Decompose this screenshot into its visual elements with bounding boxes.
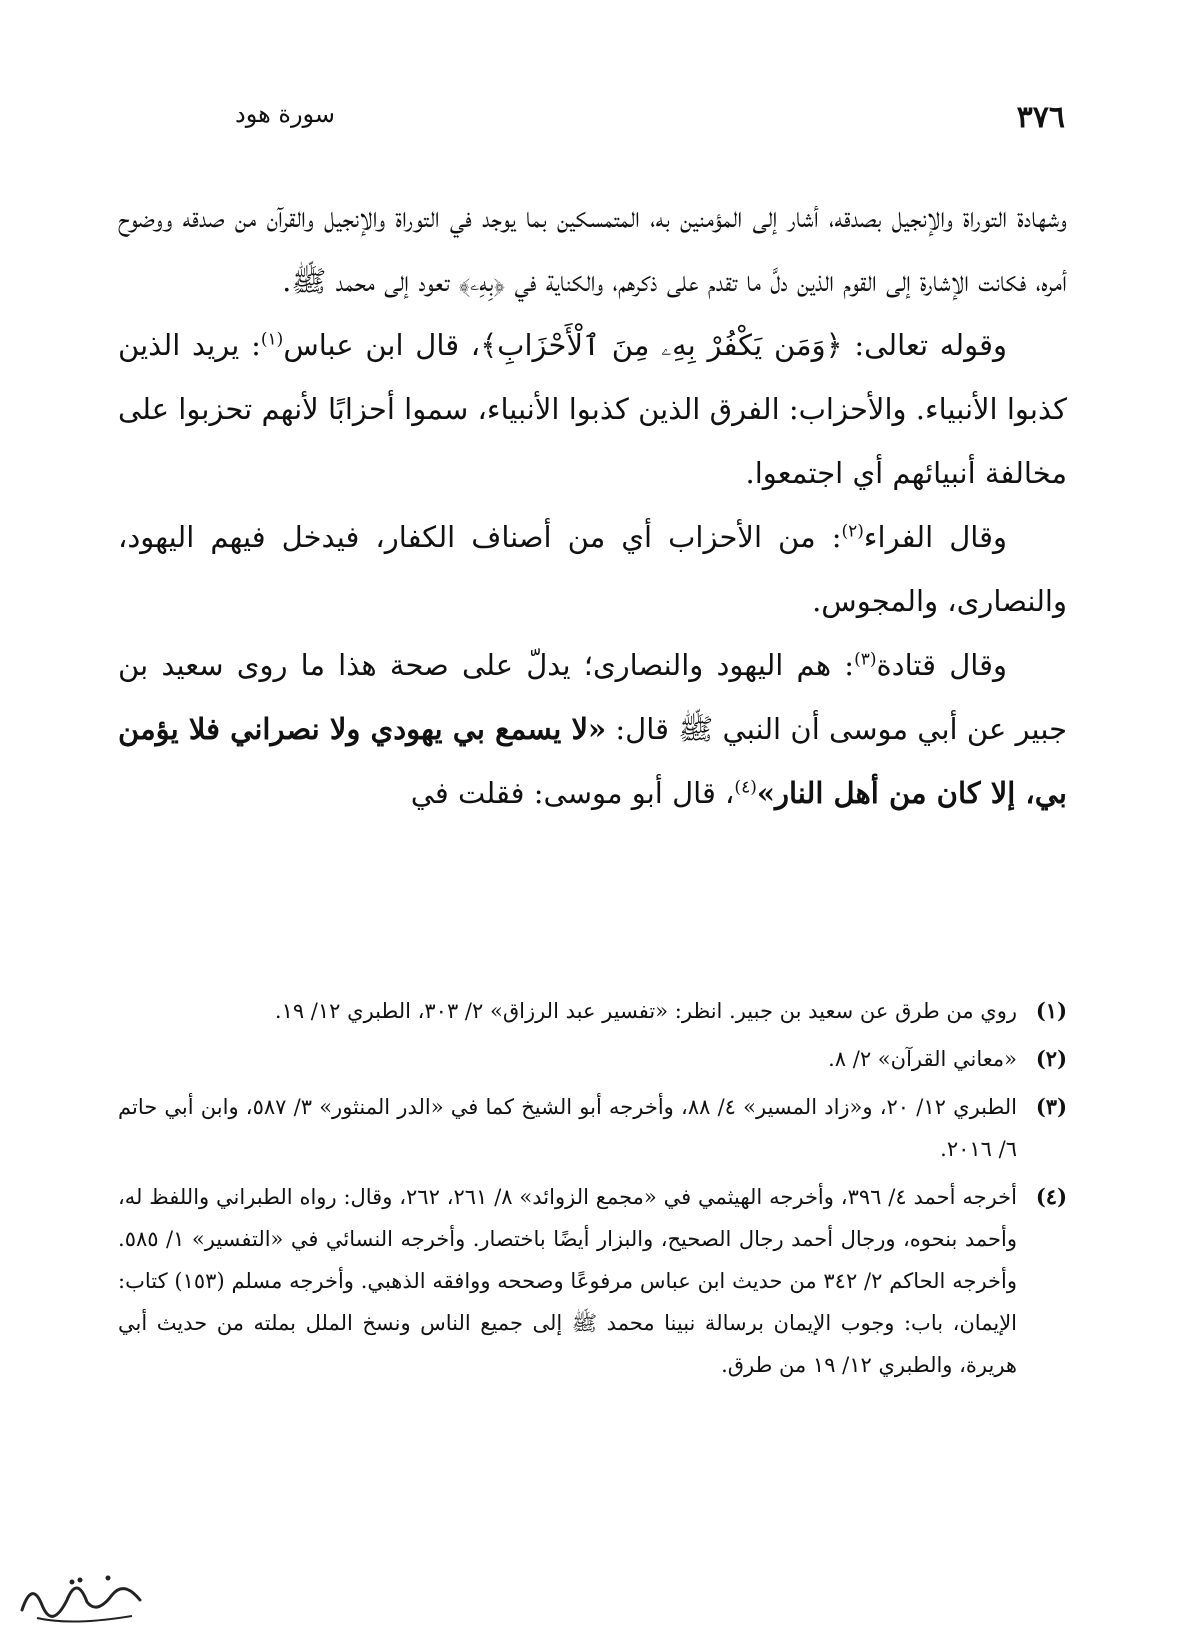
footnote-ref-2[interactable]: (٢): [841, 521, 864, 542]
p2-text-b: ، قال ابن عباس: [283, 328, 481, 362]
p3-text-b: : من الأحزاب أي من أصناف الكفار، فيدخل فيهم اليهود، والنصارى، والمجوس.: [118, 520, 1067, 618]
paragraph-1: وشهادة التوراة والإنجيل بصدقه، أشار إلى المؤمنين به، المتمسكين بما يوجد في التوراة والإنجيل والقرآن من صدقه ووضوح أمره، فكانت الإشارة إلى القوم الذين دلَّ ما تقدم على ذكرهم، والكناية في ﴿بِهِۦ﴾ تعود إلى محمد ﷺ.: [118, 200, 1067, 298]
footnote-text: «معاني القرآن» ٢/ ٨.: [828, 1047, 1017, 1071]
footnote-text: أخرجه أحمد ٤/ ٣٩٦، وأخرجه الهيثمي في «مجمع الزوائد» ٨/ ٢٦١، ٢٦٢، وقال: رواه الطبراني واللفظ له، وأحمد بنحوه، ورجال أحمد رجال الصحيح، والبزار أيضًا باختصار. وأخرجه النسائي في «التفسير» ١/ ٥٨٥. وأخرجه الحاكم ٢/ ٣٤٢ من حديث ابن عباس مرفوعًا وصححه ووافقه الذهبي. وأخرجه مسلم (١٥٣) كتاب: الإيمان، باب: وجوب الإيمان برسالة نبينا محمد ﷺ إلى جميع الناس ونسخ الملل بملته من حديث أبي هريرة، والطبري ١٢/ ١٩ من طرق.: [118, 1185, 1017, 1377]
footnote: [118, 1038, 1067, 1080]
main-text: [118, 185, 1067, 825]
footnote: [118, 1176, 1067, 1386]
footnote-divider: [1066, 948, 1067, 949]
p2-text-a: وقوله تعالى:: [842, 328, 1007, 362]
paragraph-2: [118, 313, 1067, 505]
quran-verse: ﴿وَمَن يَكْفُرْ بِهِۦ مِنَ ٱلْأَحْزَابِ﴾: [480, 328, 843, 362]
footnote-ref-3[interactable]: (٣): [854, 649, 877, 670]
p4-text-b: : هم اليهود والنصارى؛ يدلّ على صحة هذا ما روى سعيد بن جبير عن أبي موسى أن النبي ﷺ قال:: [118, 648, 1067, 746]
footnote-ref-4[interactable]: (٤): [734, 777, 757, 798]
footnote-ref-1[interactable]: (١): [260, 329, 284, 350]
page-number: ٣٧٦: [1016, 100, 1065, 135]
footnote: [118, 1086, 1067, 1170]
p4-text-c: ، قال أبو موسى: فقلت في: [410, 776, 735, 810]
page-header: [120, 92, 1065, 152]
surah-title: سورة هود: [235, 100, 336, 128]
publisher-logo: [12, 1560, 152, 1630]
footnotes: [118, 990, 1067, 1392]
footnote-text: الطبري ١٢/ ٢٠، و«زاد المسير» ٤/ ٨٨، وأخرجه أبو الشيخ كما في «الدر المنثور» ٣/ ٥٨٧، وابن أبي حاتم ٦/ ٢٠١٦.: [118, 1095, 1017, 1161]
footnote-number: (١): [1035, 998, 1067, 1023]
footnote-number: (٣): [1035, 1094, 1067, 1119]
p3-text-a: وقال الفراء: [863, 520, 1007, 554]
footnote-number: (٤): [1035, 1184, 1067, 1209]
p4-text-a: وقال قتادة: [876, 648, 1007, 682]
paragraph-3: [118, 505, 1067, 633]
paragraph-4: [118, 633, 1067, 825]
footnote-number: (٢): [1035, 1046, 1067, 1071]
footnote-text: روي من طرق عن سعيد بن جبير. انظر: «تفسير عبد الرزاق» ٢/ ٣٠٣، الطبري ١٢/ ١٩.: [274, 999, 1017, 1023]
p2-text-c: : يريد الذين كذبوا الأنبياء. والأحزاب: الفرق الذين كذبوا الأنبياء، سموا أحزابًا لأنهم تحزبوا على مخالفة أنبيائهم أي اجتمعوا.: [118, 328, 1067, 490]
footnote: [118, 990, 1067, 1032]
hadith-text: «لا يسمع بي يهودي ولا نصراني فلا يؤمن بي، إلا كان من أهل النار»: [118, 712, 1067, 810]
